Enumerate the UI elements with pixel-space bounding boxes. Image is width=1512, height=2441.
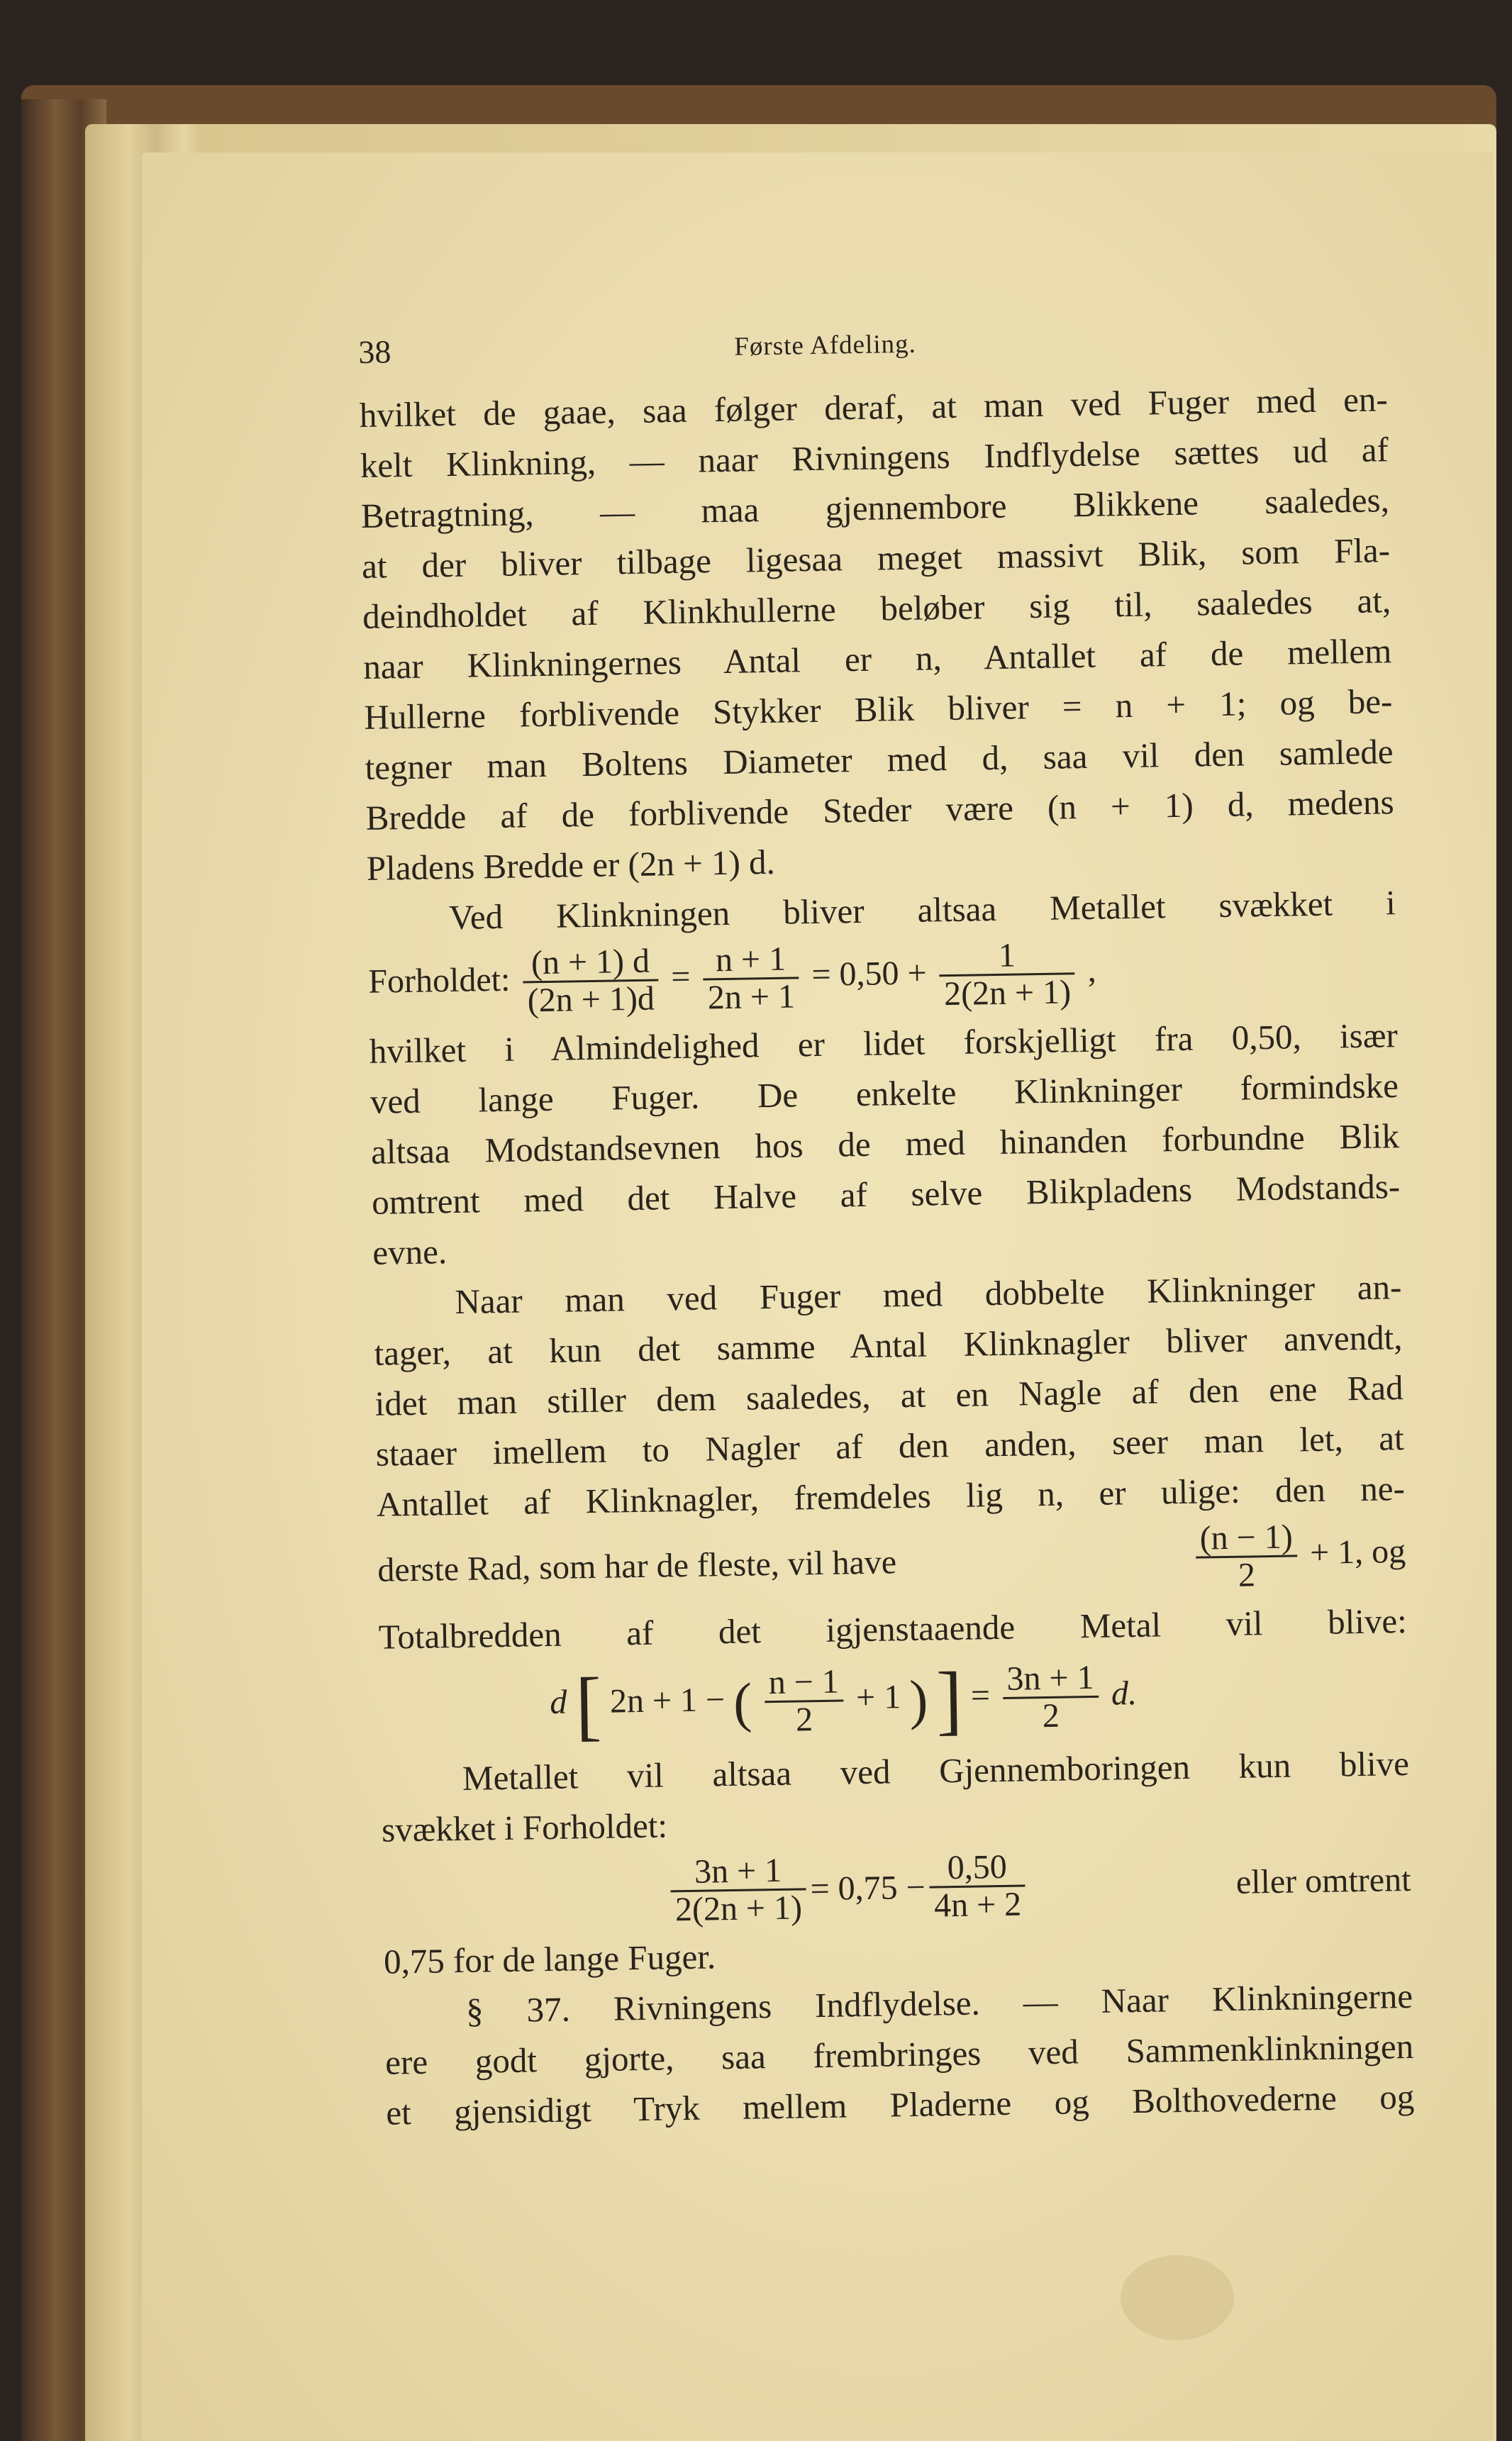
numerator: 0,50: [947, 1847, 1008, 1886]
denominator: 2n + 1: [703, 977, 799, 1017]
numerator: n − 1: [768, 1662, 840, 1701]
text-line: Antallet af Klinknagler, fremdeles lig n, er ulige: den ne-: [376, 1468, 1406, 1524]
text-line: Ved Klinkningen bliver altsaa Metallet svækket i: [448, 883, 1396, 938]
text-line: omtrent med det Halve af selve Blikpladens Modstands-: [371, 1166, 1401, 1222]
text-line: idet man stiller dem saaledes, at en Nagle af den ene Rad: [374, 1367, 1403, 1423]
text-line: tager, at kun det samme Antal Klinknagler bliver anvendt,: [374, 1317, 1403, 1373]
text-line: hvilket de gaae, saa følger deraf, at man ved Fuger med en-: [359, 379, 1389, 435]
text-line: ere godt gjorte, saa frembringes ved Sammenklinkningen: [384, 2027, 1414, 2083]
text-line: altsaa Modstandsevnen hos de med hinanden forbundne Blik: [370, 1116, 1400, 1172]
denominator: 4n + 2: [930, 1884, 1026, 1924]
text-segment: derste Rad, som har de fleste, vil have: [377, 1543, 897, 1589]
denominator: 2(2n + 1): [671, 1888, 807, 1928]
text-line: Pladens Bredde er (2n + 1) d.: [366, 842, 776, 888]
numerator: 1: [998, 936, 1016, 974]
text-line: ved lange Fuger. De enkelte Klinkninger formindske: [369, 1065, 1399, 1121]
fraction: [523, 943, 660, 1019]
numerator: (n + 1) d: [530, 942, 650, 982]
text-line: Bredde af de forblivende Steder være (n + 1) d, medens: [365, 782, 1394, 838]
equals-sign: =: [970, 1676, 991, 1715]
formula-tail: eller omtrent: [1235, 1860, 1411, 1901]
paren-open: (: [733, 1671, 752, 1733]
denominator: 2: [1196, 1555, 1298, 1595]
page-number: 38: [358, 333, 391, 370]
paragraph-2: [369, 1010, 1401, 1278]
fraction: [1195, 1519, 1298, 1594]
text-segment: + 1, og: [1309, 1532, 1406, 1572]
bracket-open: [: [574, 1661, 603, 1748]
paren-close: ): [908, 1668, 928, 1730]
text-line: naar Klinkningernes Antal er n, Antallet af de mellem: [362, 631, 1392, 686]
fraction: [939, 937, 1076, 1013]
bracket-close: ]: [935, 1655, 963, 1742]
formula-spacer: [383, 1891, 667, 1896]
text-line: at der bliver tilbage ligesaa meget massivt Blik, som Fla-: [361, 530, 1391, 586]
formula-inner: 2n + 1 −: [609, 1680, 726, 1720]
inline-formula: [1191, 1518, 1406, 1595]
text-line: et gjensidigt Tryk mellem Pladerne og Bolthovederne og: [385, 2077, 1415, 2133]
text-line: Naar man ved Fuger med dobbelte Klinkninger an-: [455, 1267, 1402, 1321]
formula-constant: = 0,50 +: [811, 954, 928, 994]
ratio-formula: [368, 932, 1397, 1022]
running-title: Første Afdeling.: [734, 329, 917, 362]
weakening-formula: [382, 1843, 1411, 1933]
derste-line: [377, 1518, 1406, 1608]
numerator: 3n + 1: [1006, 1658, 1095, 1698]
denominator: (2n + 1)d: [523, 979, 659, 1019]
text-line: Metallet vil altsaa ved Gjennemboringen kun blive: [462, 1743, 1410, 1798]
text-line: staaer imellem to Nagler af den anden, seer man let, at: [375, 1418, 1405, 1474]
fraction: [764, 1664, 844, 1739]
numerator: (n − 1): [1199, 1518, 1294, 1557]
numerator: 3n + 1: [694, 1851, 782, 1891]
text-line: 0,75 for de lange Fuger.: [383, 1937, 716, 1982]
denominator: 2: [765, 1700, 844, 1739]
text-line: evne.: [372, 1231, 448, 1272]
text-line: Hullerne forblivende Stykker Blik bliver = n + 1; og be-: [364, 682, 1393, 737]
fraction: [929, 1849, 1026, 1924]
text-line: Totalbredden af det igjenstaaende Metal vil blive:: [378, 1601, 1408, 1657]
fraction: [670, 1852, 807, 1928]
text-line: § 37. Rivningens Indflydelse. — Naar Klinkningerne: [465, 1976, 1413, 2031]
fraction: [1002, 1660, 1099, 1735]
formula-tail: d.: [1111, 1674, 1138, 1713]
formula-plus: + 1: [855, 1677, 901, 1716]
equals-sign: =: [670, 957, 691, 996]
formula-constant: = 0,75 −: [810, 1868, 926, 1908]
denominator: 2: [1003, 1696, 1099, 1735]
text-line: kelt Klinkning, — naar Rivningens Indflydelse sættes ud af: [360, 430, 1389, 485]
numerator: n + 1: [715, 940, 786, 979]
text-line: hvilket i Almindelighed er lidet forskjelligt fra 0,50, især: [369, 1015, 1399, 1071]
paragraph-4: [380, 1738, 1410, 1855]
text-line: svækket i Forholdet:: [381, 1805, 668, 1850]
text-line: tegner man Boltens Diameter med d, saa vil den samlede: [365, 732, 1394, 787]
formula-tail: ,: [1087, 951, 1097, 989]
text-line: deindholdet af Klinkhullerne beløber sig til, saaledes at,: [362, 581, 1391, 636]
paragraph-3: [373, 1262, 1405, 1530]
text-line: Betragtning, — maa gjennembore Blikkene saaledes,: [360, 480, 1390, 535]
width-formula: [379, 1653, 1409, 1747]
paper-stain: [1121, 2255, 1234, 2340]
formula-label: Forholdet:: [367, 960, 511, 1001]
page-text: [358, 317, 1415, 2138]
paragraph-5: [384, 1971, 1415, 2138]
formula-lead: d: [549, 1683, 567, 1721]
paragraph-1: [359, 374, 1395, 894]
denominator: 2(2n + 1): [940, 973, 1076, 1013]
fraction: [703, 941, 800, 1016]
